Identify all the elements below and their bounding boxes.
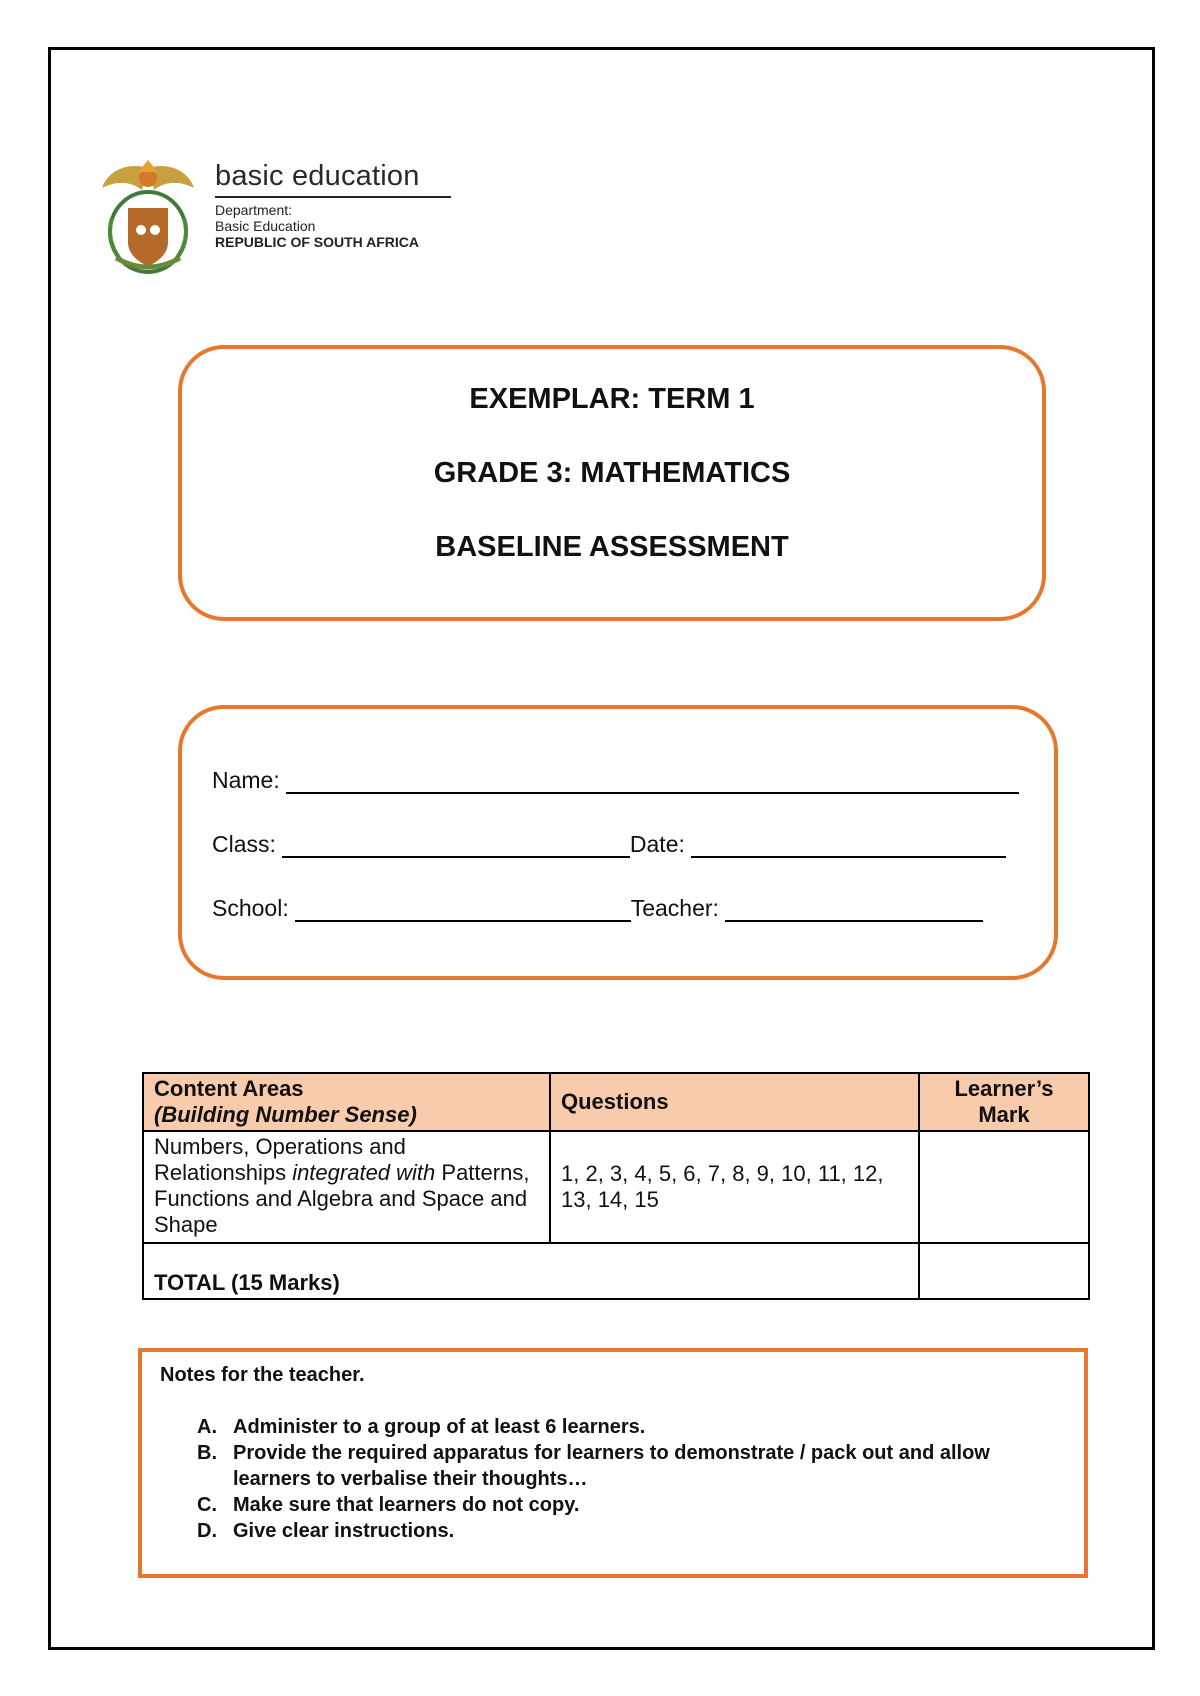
teacher-field[interactable] [725, 896, 983, 922]
teacher-label: Teacher: [630, 895, 719, 921]
school-teacher-row [212, 895, 983, 922]
title-assessment: BASELINE ASSESSMENT [435, 531, 789, 563]
content-cell [143, 1131, 550, 1243]
department-logo [98, 158, 470, 283]
teacher-notes [138, 1348, 1088, 1578]
notes-title: Notes for the teacher. [160, 1364, 365, 1386]
header-questions: Questions [550, 1073, 919, 1131]
learner-info-box [178, 705, 1058, 980]
date-label: Date: [629, 831, 685, 857]
note-letter: C. [197, 1494, 217, 1516]
table-header-row [143, 1073, 1089, 1131]
class-field[interactable] [282, 832, 630, 858]
school-field[interactable] [295, 896, 631, 922]
list-item [197, 1440, 1057, 1492]
list-item [197, 1492, 1057, 1518]
date-field[interactable] [691, 832, 1006, 858]
logo-divider [215, 196, 451, 198]
content-text-b: Patterns, Functions and Algebra and Space and Shape [154, 1160, 530, 1237]
list-item [197, 1518, 1057, 1544]
total-label: TOTAL (15 Marks) [143, 1243, 919, 1299]
notes-list [197, 1414, 1057, 1544]
school-label: School: [212, 895, 289, 921]
header-learners-mark: Learner’s Mark [919, 1073, 1089, 1131]
mark-cell[interactable] [919, 1131, 1089, 1243]
class-label: Class: [212, 831, 276, 857]
table-row [143, 1131, 1089, 1243]
name-label: Name: [212, 767, 280, 793]
coat-of-arms-icon [98, 158, 198, 276]
title-grade: GRADE 3: MATHEMATICS [433, 457, 791, 489]
note-text: Administer to a group of at least 6 learners. [233, 1416, 646, 1438]
logo-country: REPUBLIC OF SOUTH AFRICA [215, 234, 420, 250]
title-box [178, 345, 1046, 621]
content-text-a: Numbers, Operations and Relationships [154, 1134, 406, 1185]
note-letter: D. [197, 1520, 217, 1542]
total-mark-cell[interactable] [919, 1243, 1089, 1299]
note-letter: A. [197, 1416, 217, 1438]
total-row [143, 1243, 1089, 1299]
note-text: Make sure that learners do not copy. [233, 1494, 580, 1516]
content-text-italic: integrated with [292, 1160, 436, 1185]
header-content-areas [143, 1073, 550, 1131]
header-content-sub: (Building Number Sense) [154, 1102, 417, 1127]
class-date-row [212, 831, 1006, 858]
note-letter: B. [197, 1442, 217, 1464]
logo-department-name: Basic Education [215, 218, 316, 234]
note-text: Give clear instructions. [233, 1520, 455, 1542]
questions-cell: 1, 2, 3, 4, 5, 6, 7, 8, 9, 10, 11, 12, 13, 14, 15 [550, 1131, 919, 1243]
note-text: Provide the required apparatus for learners to demonstrate / pack out and allow learners to verbalise their thoughts… [233, 1442, 990, 1490]
logo-department: Department: [215, 202, 293, 218]
title-term: EXEMPLAR: TERM 1 [469, 383, 755, 415]
list-item [197, 1414, 1057, 1440]
marks-table [142, 1072, 1090, 1300]
header-content-title: Content Areas [154, 1076, 304, 1101]
name-row [212, 767, 1019, 794]
name-field[interactable] [286, 768, 1019, 794]
logo-brand: basic education [215, 160, 420, 192]
